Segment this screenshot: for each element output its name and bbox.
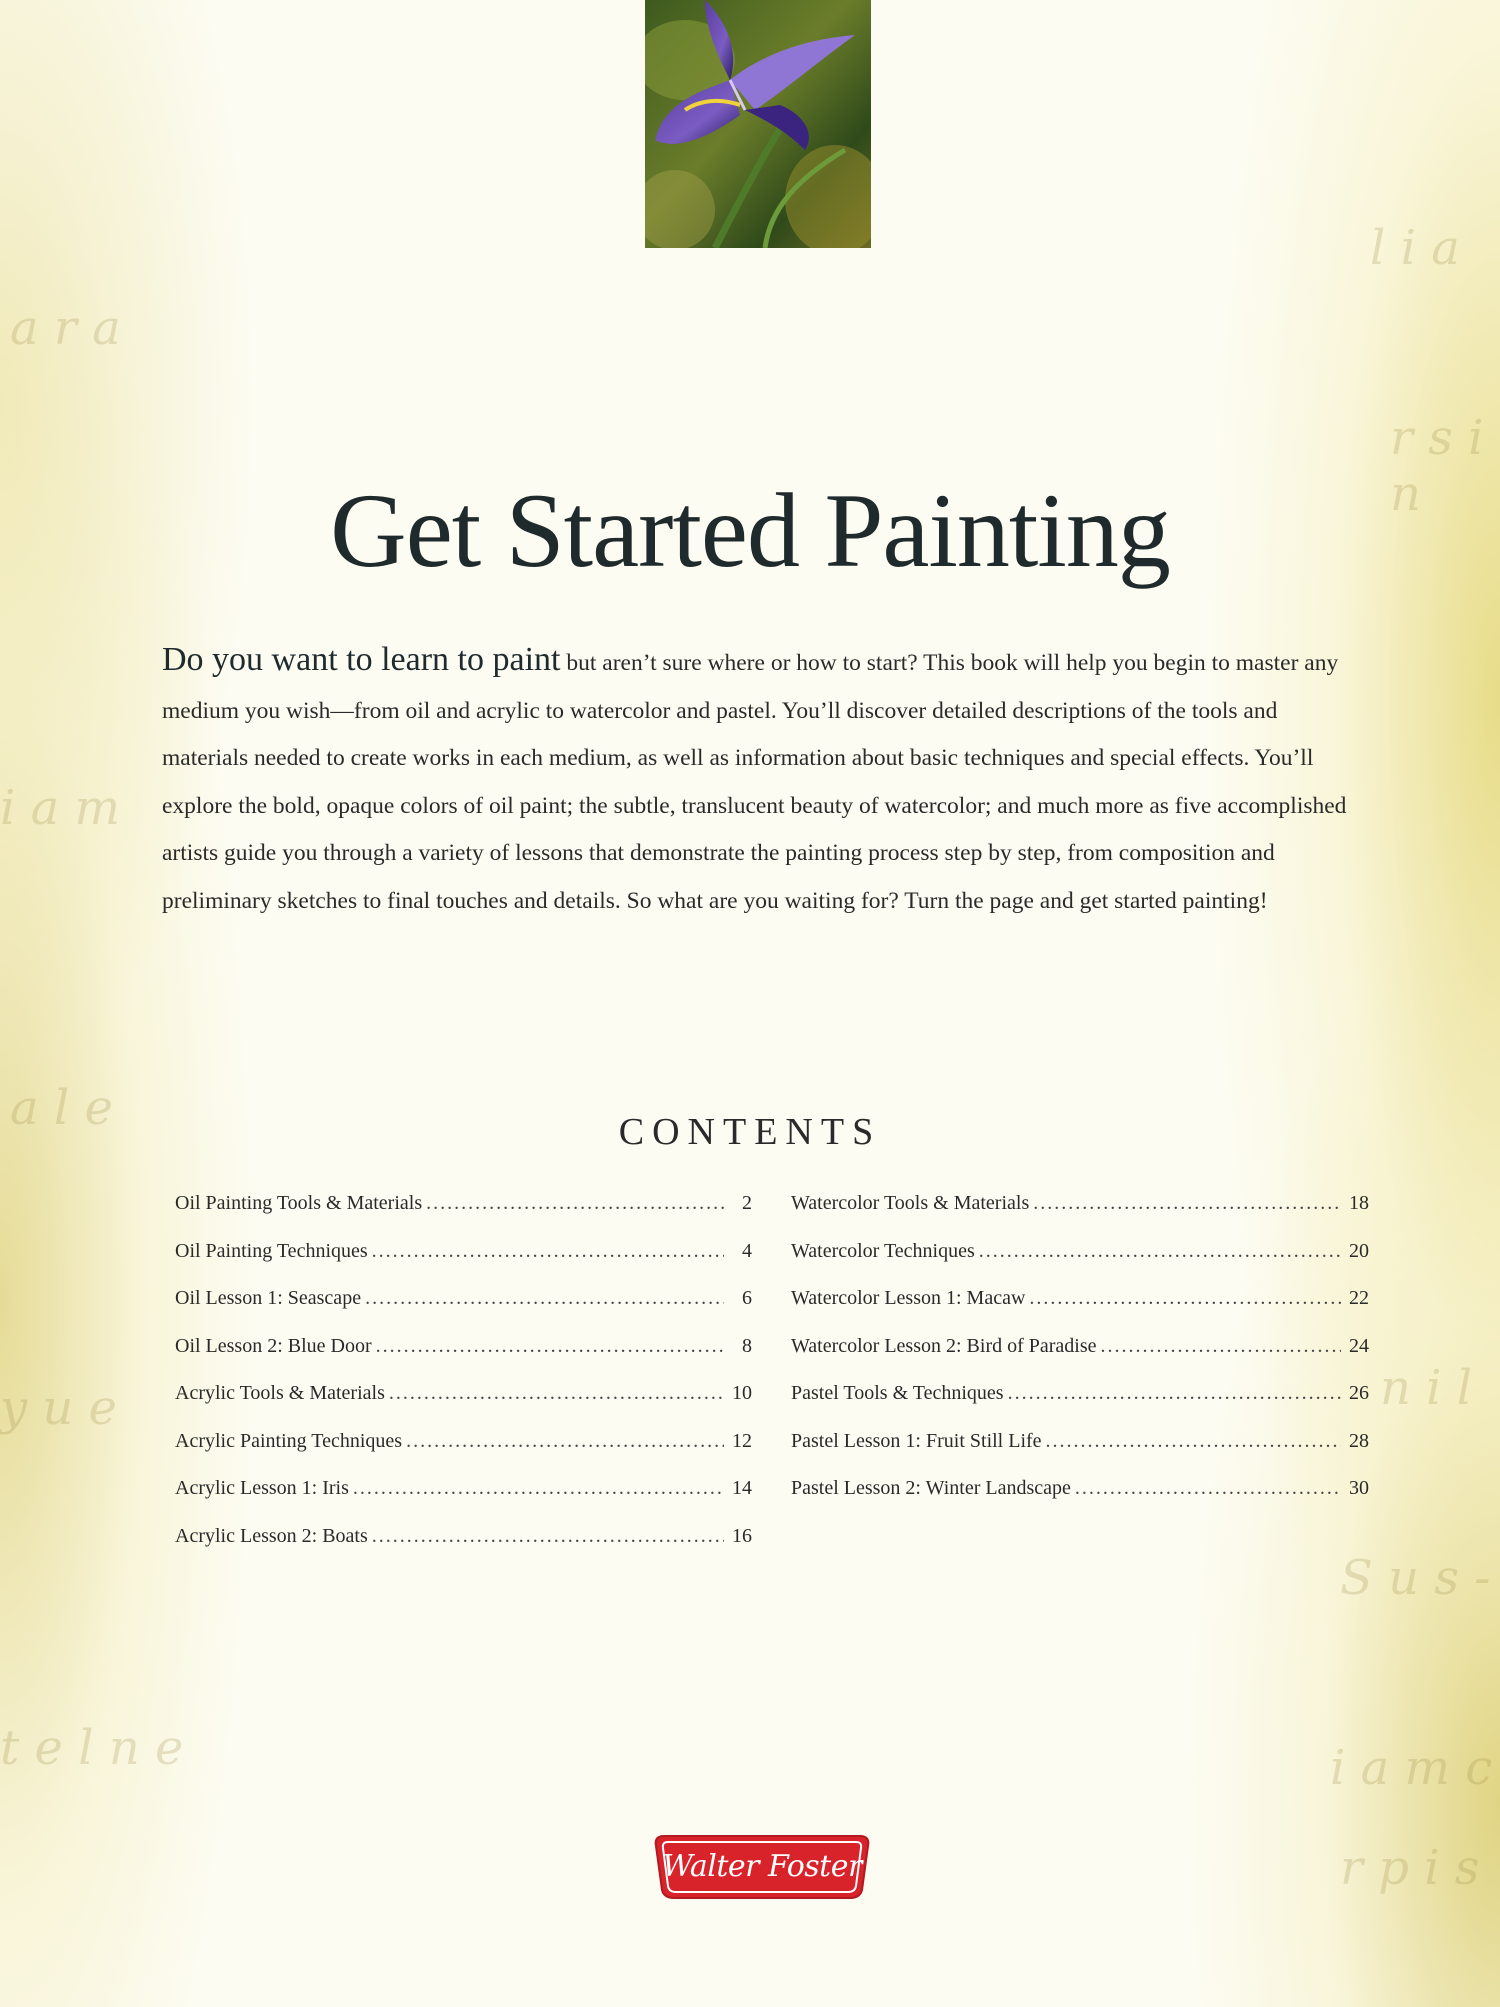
toc-leader-dots xyxy=(1075,1477,1341,1500)
toc-entry[interactable] xyxy=(175,1240,752,1288)
toc-leader-dots xyxy=(372,1240,724,1263)
toc-entry-page: 24 xyxy=(1349,1334,1369,1357)
toc-leader-dots xyxy=(353,1477,724,1500)
toc-leader-dots xyxy=(1046,1430,1341,1453)
toc-entry-page: 4 xyxy=(742,1239,752,1262)
toc-entry-page: 22 xyxy=(1349,1287,1369,1309)
intro-paragraph xyxy=(162,636,1362,925)
background-script: a l e xyxy=(10,1080,113,1136)
logo-wordmark: Walter Foster xyxy=(662,1848,862,1884)
toc-entry-title: Acrylic Tools & Materials xyxy=(175,1382,385,1404)
toc-entry-title: Oil Painting Tools & Materials xyxy=(175,1192,423,1214)
toc-entry-page: 8 xyxy=(742,1334,752,1357)
intro-lead: Do you want to learn to paint xyxy=(162,641,561,678)
toc-entry[interactable] xyxy=(175,1525,752,1573)
toc-leader-dots xyxy=(365,1287,724,1310)
background-script: i a m xyxy=(0,780,120,836)
toc-leader-dots xyxy=(426,1192,724,1215)
walter-foster-logo[interactable] xyxy=(650,1828,874,1904)
background-script: r s i n xyxy=(1390,410,1484,522)
toc-entry[interactable] xyxy=(175,1430,752,1478)
toc-entry[interactable] xyxy=(791,1382,1369,1430)
toc-entry-page: 6 xyxy=(742,1287,752,1309)
toc-entry-page: 28 xyxy=(1349,1429,1369,1452)
toc-entry-page: 14 xyxy=(732,1477,752,1499)
toc-entry[interactable] xyxy=(791,1335,1369,1383)
toc-entry-title: Watercolor Lesson 1: Macaw xyxy=(791,1287,1026,1309)
toc-entry-page: 12 xyxy=(732,1429,752,1452)
toc-entry-title: Acrylic Painting Techniques xyxy=(175,1429,403,1452)
toc-entry-page: 30 xyxy=(1349,1477,1369,1499)
toc-entry-title: Watercolor Lesson 2: Bird of Paradise xyxy=(791,1334,1097,1357)
toc-entry[interactable] xyxy=(175,1477,752,1525)
toc-left-column xyxy=(175,1192,752,1572)
background-script: S u s - xyxy=(1340,1550,1491,1606)
page-title: Get Started Painting xyxy=(330,472,1170,589)
intro-body: but aren’t sure where or how to start? This book will help you begin to master any medium you wish—from oil and acrylic to watercolor and pastel. You’ll discover detailed descriptions of the tools and materials needed to create works in each medium, as well as information about basic techniques and special effects. You’ll explore the bold, opaque colors of oil paint; the subtle, translucent beauty of watercolor; and much more as five accomplished artists guide you through a variety of lessons that demonstrate the painting process step by step, from composition and preliminary sketches to final touches and details. So what are you waiting for? Turn the page and get started painting! xyxy=(162,650,1347,914)
background-script: a r a xyxy=(10,300,121,356)
background-script: t e l n e xyxy=(0,1720,184,1776)
toc-entry-title: Acrylic Lesson 2: Boats xyxy=(175,1524,368,1547)
background-script: y u e xyxy=(0,1380,117,1436)
background-script: n i l xyxy=(1380,1360,1473,1416)
toc-entry-page: 10 xyxy=(732,1382,752,1404)
iris-painting-image xyxy=(645,0,871,248)
toc-entry[interactable] xyxy=(791,1430,1369,1478)
toc-entry-title: Pastel Lesson 1: Fruit Still Life xyxy=(791,1429,1042,1452)
toc-leader-dots xyxy=(372,1525,724,1548)
toc-entry[interactable] xyxy=(791,1240,1369,1288)
toc-entry-title: Watercolor Techniques xyxy=(791,1239,975,1262)
toc-leader-dots xyxy=(1033,1192,1341,1215)
toc-entry-page: 2 xyxy=(742,1192,752,1214)
background-script: i a m c xyxy=(1330,1740,1493,1796)
toc-entry-page: 26 xyxy=(1349,1382,1369,1404)
toc-leader-dots xyxy=(1101,1335,1341,1358)
toc-entry[interactable] xyxy=(175,1287,752,1335)
toc-entry-title: Pastel Lesson 2: Winter Landscape xyxy=(791,1477,1071,1499)
toc-entry[interactable] xyxy=(791,1192,1369,1240)
toc-entry[interactable] xyxy=(175,1382,752,1430)
toc-leader-dots xyxy=(979,1240,1341,1263)
toc-entry[interactable] xyxy=(791,1477,1369,1525)
toc-entry-title: Oil Lesson 2: Blue Door xyxy=(175,1334,372,1357)
toc-entry[interactable] xyxy=(175,1192,752,1240)
toc-leader-dots xyxy=(406,1430,724,1453)
toc-leader-dots xyxy=(389,1382,724,1405)
background-script: l i a xyxy=(1370,220,1460,276)
toc-leader-dots xyxy=(376,1335,724,1358)
toc-entry[interactable] xyxy=(175,1335,752,1383)
toc-entry-title: Watercolor Tools & Materials xyxy=(791,1192,1030,1214)
toc-leader-dots xyxy=(1029,1287,1341,1310)
toc-leader-dots xyxy=(1008,1382,1341,1405)
toc-entry-title: Pastel Tools & Techniques xyxy=(791,1382,1004,1404)
toc-entry[interactable] xyxy=(791,1287,1369,1335)
toc-entry-page: 18 xyxy=(1349,1192,1369,1214)
toc-right-column xyxy=(791,1192,1369,1525)
toc-entry-page: 16 xyxy=(732,1524,752,1547)
toc-entry-page: 20 xyxy=(1349,1239,1369,1262)
contents-heading: CONTENTS xyxy=(618,1111,882,1153)
toc-entry-title: Oil Lesson 1: Seascape xyxy=(175,1287,362,1309)
background-script: r p i s xyxy=(1340,1840,1480,1896)
toc-entry-title: Acrylic Lesson 1: Iris xyxy=(175,1477,349,1499)
iris-illustration xyxy=(645,0,871,248)
toc-entry-title: Oil Painting Techniques xyxy=(175,1239,368,1262)
